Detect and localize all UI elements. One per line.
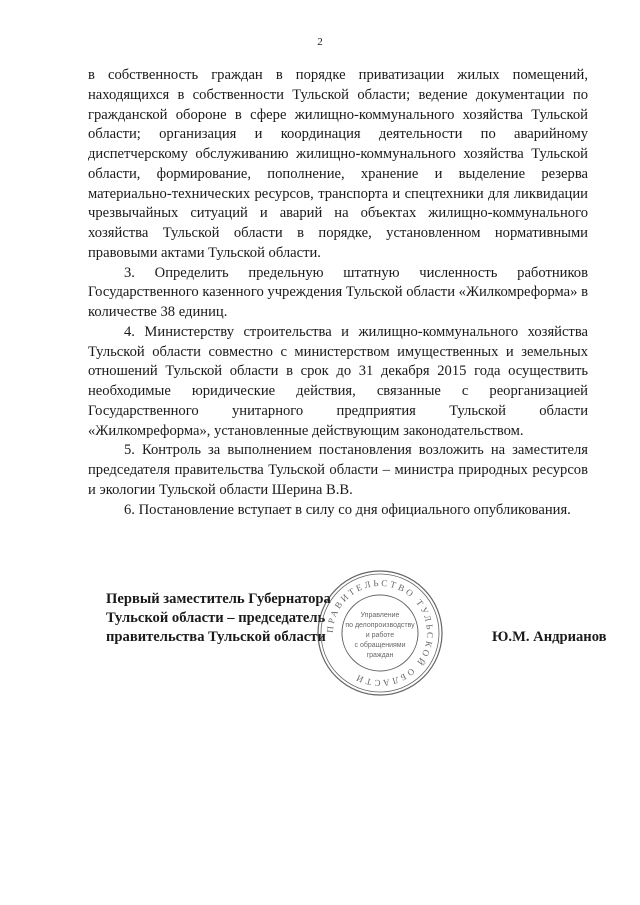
signatory-name: Ю.М. Андрианов (492, 629, 607, 645)
signatory-title: Первый заместитель Губернатора Тульской области – председатель правительства Тульской области (106, 591, 331, 645)
stamp-line-4: с обращениями (354, 642, 406, 649)
paragraph-continuation: в собственность граждан в порядке приватизации жилых помещений, находящихся в собственности Тульской области; ведение документации по гражданской обороне в сфере жилищно-коммунального хозяйства Тульской области; организация и координация деятельности по аварийному диспетчерскому обслуживанию жилищно-коммунального хозяйства Тульской области, формирование, пополнение, хранение и выделение резерва материально-технических ресурсов, транспорта и спецтехники для ликвидации чрезвычайных ситуаций и аварий на объектах жилищно-коммунального хозяйства Тульской области в порядке, установленном нормативными правовыми актами Тульской области. (88, 67, 588, 261)
official-stamp (314, 567, 446, 699)
stamp-line-3: и работе (365, 632, 395, 639)
paragraph-5: 5. Контроль за выполнением постановления возложить на заместителя председателя правительства Тульской области – министра природных ресурсов и экологии Тульской области Шерина В.В. (88, 442, 588, 498)
paragraph-4: 4. Министерству строительства и жилищно-коммунального хозяйства Тульской области совместно с министерством имущественных и земельных отношений Тульской области в срок до 31 декабря 2015 года осуществить необходимые юридические действия, связанные с реорганизацией Государственного унитарного предприятия Тульской области «Жилкомреформа», установленные действующим законодательством. (88, 323, 588, 439)
document-body (88, 66, 588, 520)
stamp-line-5: граждан (366, 652, 394, 659)
page-number: 2 (317, 36, 323, 48)
stamp-line-2: по делопроизводству (345, 622, 415, 629)
stamp-line-1: Управление (360, 612, 400, 619)
paragraph-3: 3. Определить предельную штатную численность работников Государственного казенного учреждения Тульской области «Жилкомреформа» в количестве 38 единиц. (88, 264, 588, 320)
paragraph-6: 6. Постановление вступает в силу со дня официального опубликования. (124, 501, 571, 518)
stamp-ring-textpath: ПРАВИТЕЛЬСТВО ТУЛЬСКОЙ ОБЛАСТИ (324, 577, 436, 689)
